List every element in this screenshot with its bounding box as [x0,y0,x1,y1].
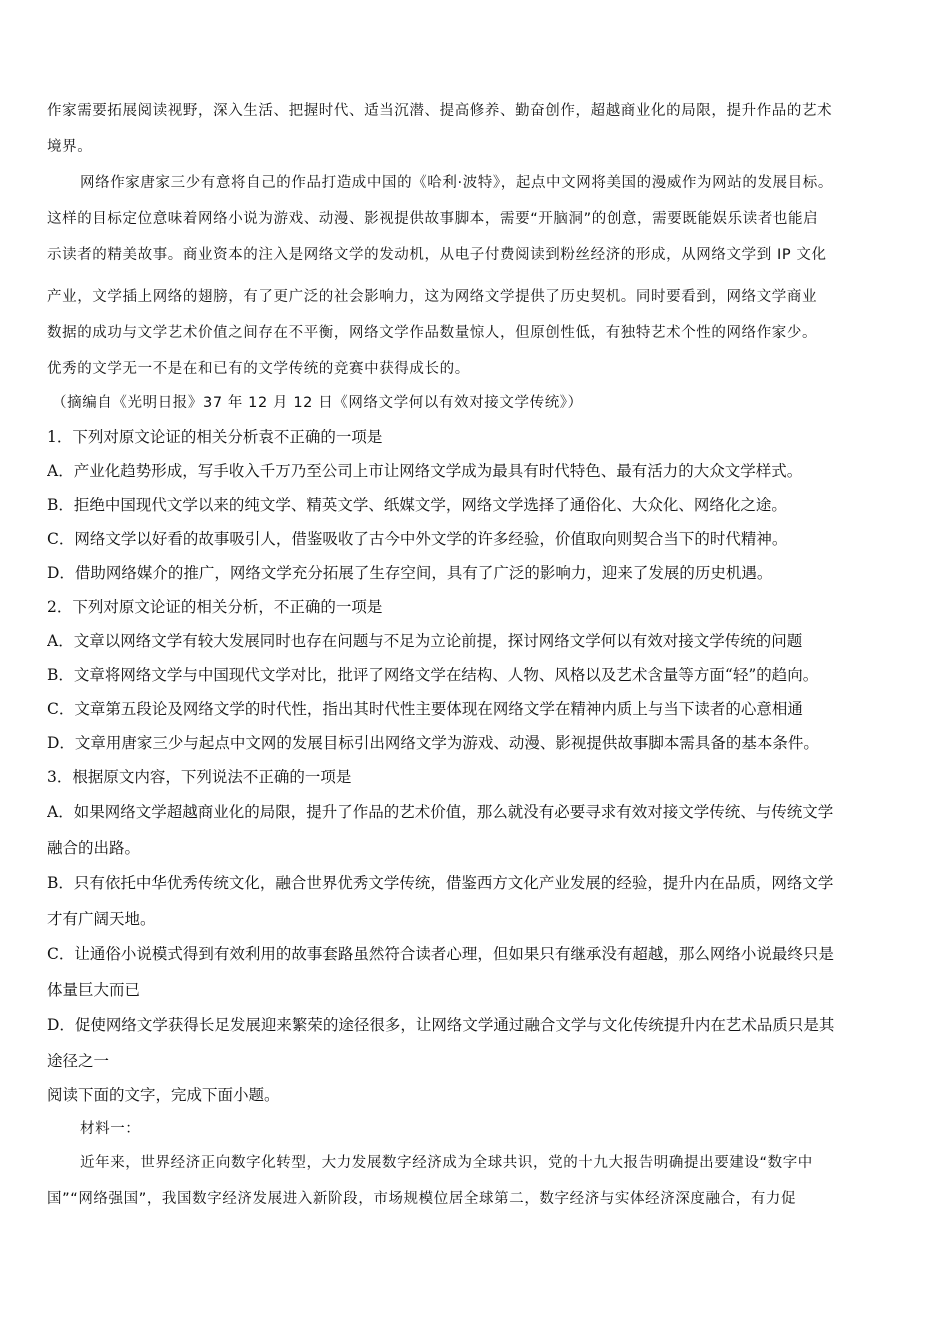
passage-line: 这样的目标定位意味着网络小说为游戏、动漫、影视提供故事脚本，需要“开脑洞”的创意，需要既能娱乐读者也能启 [47,211,819,227]
question-3-option-a: A．如果网络文学超越商业化的局限，提升了作品的艺术价值，那么就没有必要寻求有效对接文学传统、与传统文学 [47,803,834,821]
question-2-option-b: B．文章将网络文学与中国现代文学对比，批评了网络文学在结构、人物、风格以及艺术含量等方面“轻”的趋向。 [47,666,819,684]
passage-line: 境界。 [47,139,93,155]
question-3-option-d: D．促使网络文学获得长足发展迎来繁荣的途径很多，让网络文学通过融合文学与文化传统提升内在艺术品质只是其 [47,1016,835,1034]
question-3-option-a-cont: 融合的出路。 [47,839,141,857]
material-paragraph-start: 近年来，世界经济正向数字化转型，大力发展数字经济成为全球共识，党的十九大报告明确提出要建设“数字中 [80,1155,813,1171]
question-1-option-d: D．借助网络媒介的推广，网络文学充分拓展了生存空间，具有了广泛的影响力，迎来了发展的历史机遇。 [47,564,773,582]
passage-line: 作家需要拓展阅读视野，深入生活、把握时代、适当沉潜、提高修养、勤奋创作，超越商业化的局限，提升作品的艺术 [47,103,833,119]
question-2-option-d: D．文章用唐家三少与起点中文网的发展目标引出网络文学为游戏、动漫、影视提供故事脚本需具备的基本条件。 [47,734,819,752]
material-line: 国”“网络强国”，我国数字经济发展进入新阶段，市场规模位居全球第二，数字经济与实体经济深度融合，有力促 [47,1191,797,1207]
question-3-option-c: C．让通俗小说模式得到有效利用的故事套路虽然符合读者心理，但如果只有继承没有超越，那么网络小说最终只是 [47,945,834,963]
question-1-option-a: A．产业化趋势形成，写手收入千万乃至公司上市让网络文学成为最具有时代特色、最有活力的大众文学样式。 [47,462,803,480]
question-2-option-a: A．文章以网络文学有较大发展同时也存在问题与不足为立论前提，探讨网络文学何以有效对接文学传统的问题 [47,632,803,650]
question-3-stem: 3．根据原文内容，下列说法不正确的一项是 [47,768,352,786]
question-2-option-c: C．文章第五段论及网络文学的时代性，指出其时代性主要体现在网络文学在精神内质上与当下读者的心意相通 [47,700,803,718]
question-3-option-b-cont: 才有广阔天地。 [47,910,156,928]
passage-paragraph-start: 网络作家唐家三少有意将自己的作品打造成中国的《哈利·波特》，起点中文网将美国的漫威作为网站的发展目标。 [80,175,833,191]
question-1-option-b: B．拒绝中国现代文学以来的纯文学、精英文学、纸媒文学，网络文学选择了通俗化、大众化、网络化之途。 [47,496,787,514]
question-1-option-c: C．网络文学以好看的故事吸引人，借鉴吸收了古今中外文学的许多经验，价值取向则契合当下的时代精神。 [47,530,788,548]
passage-line: 数据的成功与文学艺术价值之间存在不平衡，网络文学作品数量惊人，但原创性低，有独特艺术个性的网络作家少。 [47,325,818,341]
question-1-stem: 1．下列对原文论证的相关分析袁不正确的一项是 [47,428,383,446]
passage-line: 产业，文学插上网络的翅膀，有了更广泛的社会影响力，这为网络文学提供了历史契机。同时要看到，网络文学商业 [47,289,818,305]
passage-line: 优秀的文学无一不是在和已有的文学传统的竞赛中获得成长的。 [47,361,470,377]
question-3-option-d-cont: 途径之一 [47,1052,110,1070]
material-label: 材料一： [80,1121,141,1137]
reading-instruction: 阅读下面的文字，完成下面小题。 [47,1086,280,1104]
question-3-option-c-cont: 体量巨大而已 [47,981,141,999]
question-2-stem: 2．下列对原文论证的相关分析，不正确的一项是 [47,598,383,616]
passage-line: 示读者的精美故事。商业资本的注入是网络文学的发动机，从电子付费阅读到粉丝经济的形成，从网络文学到 IP 文化 [47,247,827,263]
question-3-option-b: B．只有依托中华优秀传统文化，融合世界优秀文学传统，借鉴西方文化产业发展的经验，提升内在品质，网络文学 [47,874,834,892]
source-citation: （摘编自《光明日报》37 年 12 月 12 日《网络文学何以有效对接文学传统》） [52,395,583,411]
